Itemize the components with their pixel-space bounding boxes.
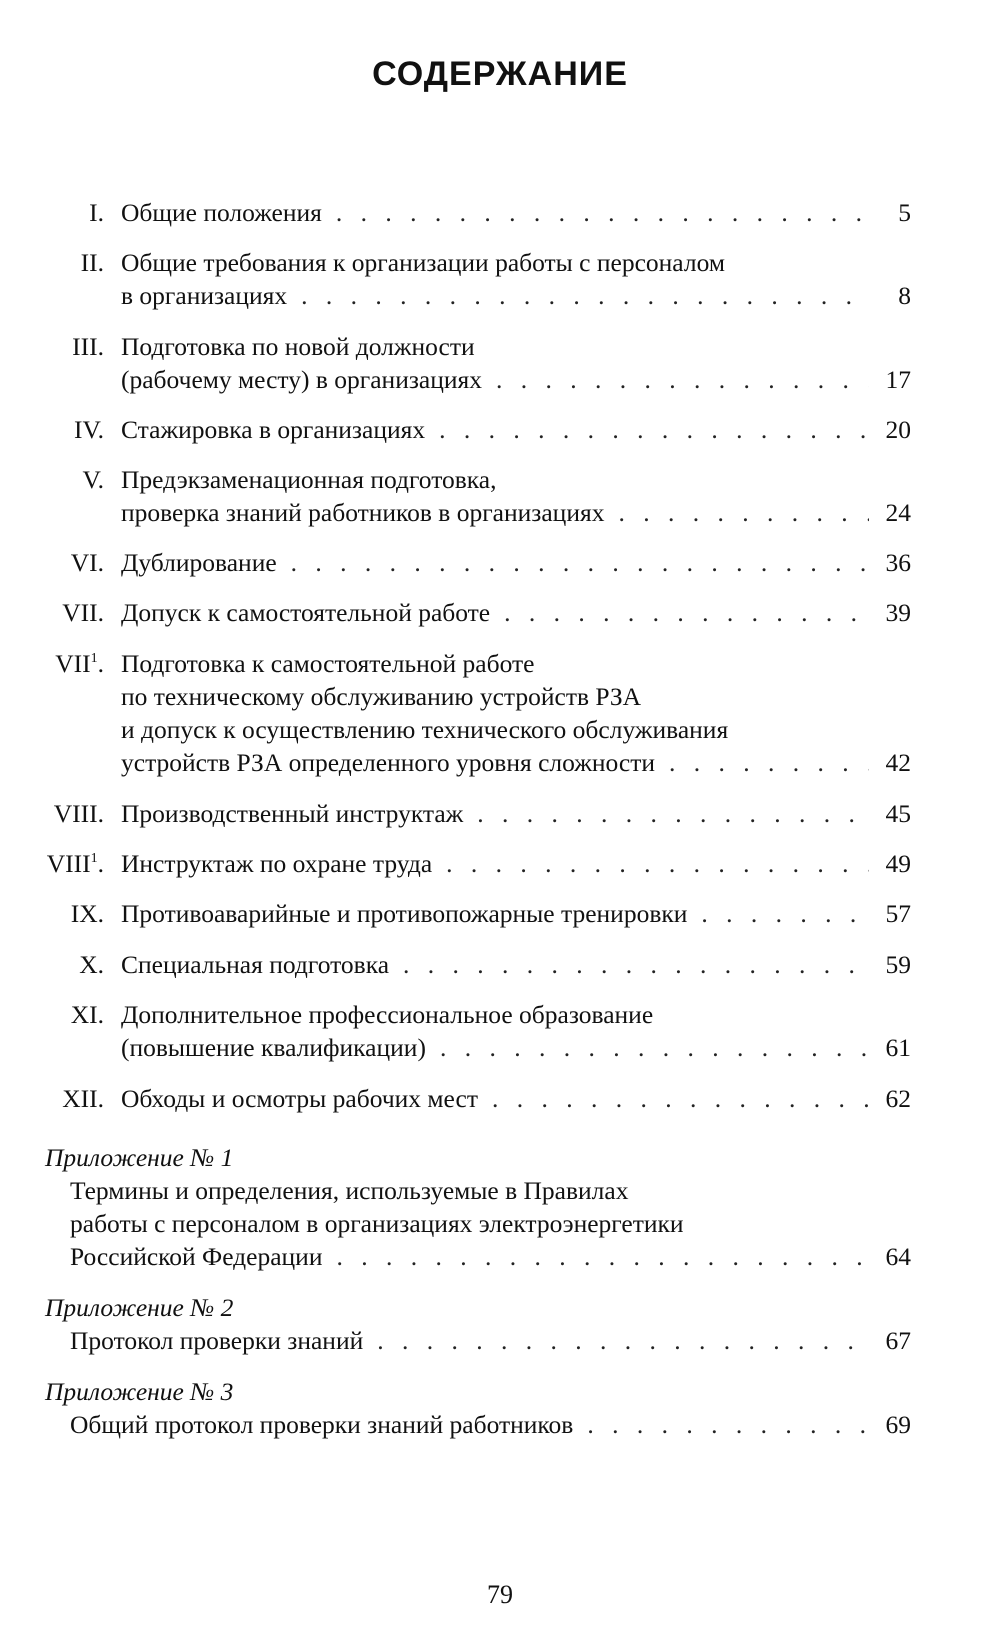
- section-title: Специальная подготовка: [121, 950, 390, 979]
- appendix-title-line: работы с персоналом в организациях электроэнергетики: [70, 1209, 684, 1238]
- section-title: в организациях: [121, 281, 288, 310]
- section-number: VIII.: [53, 799, 104, 828]
- section-number: X.: [79, 950, 104, 979]
- page-ref: 69: [885, 1410, 911, 1439]
- appendix-title: Общий протокол проверки знаний работников: [70, 1410, 574, 1439]
- section-title: Дублирование: [121, 548, 277, 577]
- section-number: VIII$^1$.: [46, 849, 104, 878]
- section-title-line: по техническому обслуживанию устройств РЗА: [121, 682, 642, 711]
- dot-leader: [439, 413, 869, 446]
- dot-leader: [587, 1408, 869, 1441]
- section-number: VII.: [62, 598, 104, 627]
- dot-leader: [618, 496, 869, 529]
- section-number: IX.: [70, 899, 104, 928]
- dot-leader: [291, 546, 869, 579]
- appendix-title: Протокол проверки знаний: [70, 1326, 364, 1355]
- section-title-line: и допуск к осуществлению технического обслуживания: [121, 715, 729, 744]
- dot-leader: [701, 897, 869, 930]
- section-title: (повышение квалификации): [121, 1033, 426, 1062]
- dot-leader: [440, 1031, 869, 1064]
- section-title: Допуск к самостоятельной работе: [121, 598, 491, 627]
- dot-leader: [492, 1082, 869, 1115]
- section-number: VII$^1$.: [55, 649, 104, 678]
- section-number: IV.: [74, 415, 104, 444]
- section-title-line: Подготовка к самостоятельной работе: [121, 649, 535, 678]
- section-title: Обходы и осмотры рабочих мест: [121, 1084, 478, 1113]
- dot-leader: [504, 596, 869, 629]
- dot-leader: [377, 1324, 869, 1357]
- dot-leader: [336, 196, 869, 229]
- page-ref: 39: [885, 598, 911, 627]
- section-title: Стажировка в организациях: [121, 415, 426, 444]
- section-number: XII.: [62, 1084, 104, 1113]
- page-ref: 59: [885, 950, 911, 979]
- section-number: VI.: [70, 548, 104, 577]
- page-ref: 5: [898, 198, 911, 227]
- dot-leader: [669, 746, 869, 779]
- section-title-line: Подготовка по новой должности: [121, 332, 475, 361]
- page-ref: 45: [885, 799, 911, 828]
- section-title-line: Дополнительное профессиональное образование: [121, 1000, 654, 1029]
- section-number: I.: [89, 198, 104, 227]
- page-ref: 67: [885, 1326, 911, 1355]
- section-number: XI.: [70, 1000, 104, 1029]
- page-ref: 61: [885, 1033, 911, 1062]
- page-ref: 36: [885, 548, 911, 577]
- dot-leader: [301, 279, 869, 312]
- dot-leader: [446, 847, 869, 880]
- page-title: СОДЕРЖАНИЕ: [372, 55, 628, 93]
- dot-leader: [336, 1240, 869, 1273]
- dot-leader: [496, 363, 869, 396]
- section-title: устройств РЗА определенного уровня сложности: [121, 748, 656, 777]
- section-title-line: Предэкзаменационная подготовка,: [121, 465, 497, 494]
- section-number: III.: [72, 332, 104, 361]
- page-ref: 64: [885, 1242, 911, 1271]
- page-ref: 42: [885, 748, 911, 777]
- page-number: 79: [487, 1580, 513, 1609]
- appendix-label: Приложение № 3: [45, 1377, 234, 1406]
- section-title: (рабочему месту) в организациях: [121, 365, 483, 394]
- section-title: проверка знаний работников в организациях: [121, 498, 605, 527]
- page-ref: 17: [885, 365, 911, 394]
- appendix-title: Российской Федерации: [70, 1242, 323, 1271]
- page-ref: 24: [885, 498, 911, 527]
- page-ref: 57: [885, 899, 911, 928]
- section-number: II.: [80, 248, 104, 277]
- page-ref: 20: [885, 415, 911, 444]
- dot-leader: [477, 797, 869, 830]
- section-title: Противоаварийные и противопожарные тренировки: [121, 899, 688, 928]
- section-title-line: Общие требования к организации работы с персоналом: [121, 248, 725, 277]
- section-title: Общие положения: [121, 198, 322, 227]
- page-ref: 8: [898, 281, 911, 310]
- dot-leader: [403, 948, 869, 981]
- appendix-label: Приложение № 2: [45, 1293, 234, 1322]
- page-ref: 62: [885, 1084, 911, 1113]
- page-ref: 49: [885, 849, 911, 878]
- appendix-label: Приложение № 1: [45, 1143, 234, 1172]
- section-title: Инструктаж по охране труда: [121, 849, 433, 878]
- section-title: Производственный инструктаж: [121, 799, 464, 828]
- section-number: V.: [82, 465, 104, 494]
- appendix-title-line: Термины и определения, используемые в Правилах: [70, 1176, 629, 1205]
